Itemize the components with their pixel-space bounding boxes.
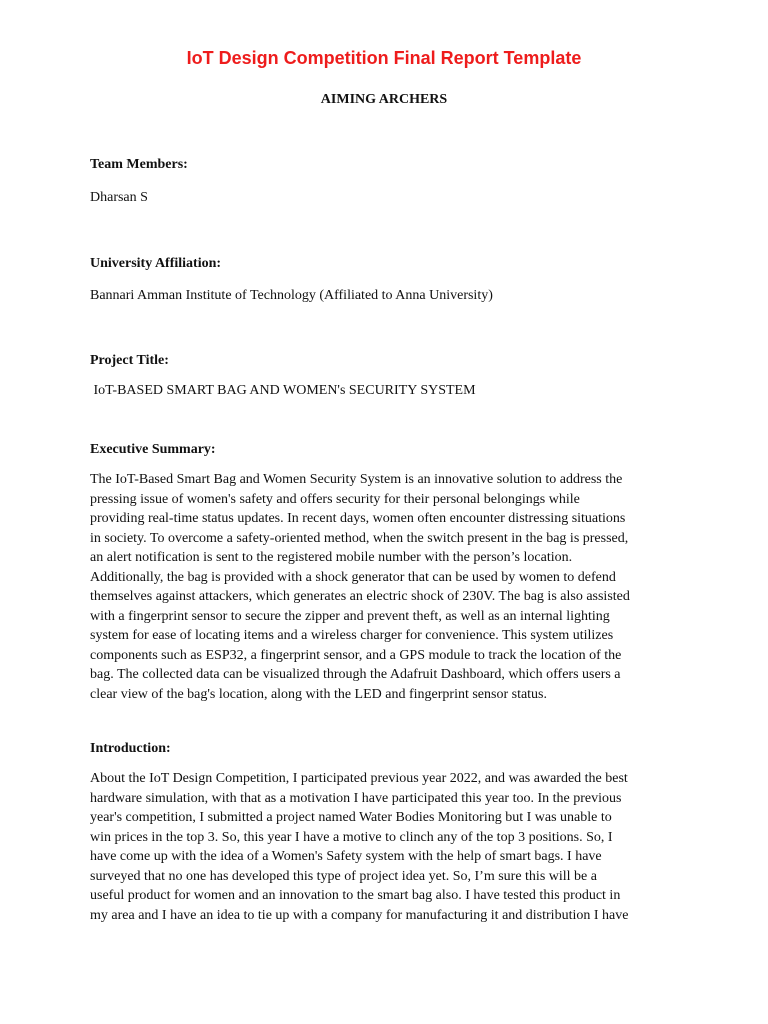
team-members-heading: Team Members: (90, 157, 188, 172)
introduction-line: have come up with the idea of a Women's Safety system with the help of smart bags. I have (90, 849, 602, 864)
team-members-value: Dharsan S (90, 190, 148, 205)
introduction-paragraph (90, 769, 675, 925)
executive-summary-line: with a fingerprint sensor to secure the zipper and prevent theft, as well as an internal lighting (90, 608, 610, 624)
introduction-line: my area and I have an idea to tie up with a company for manufacturing it and distribution I have (90, 907, 629, 923)
executive-summary-line: in society. To overcome a safety-oriented method, when the switch present in the bag is pressed, (90, 530, 629, 546)
executive-summary-line: providing real-time status updates. In recent days, women often encounter distressing situations (90, 511, 626, 526)
team-name: AIMING ARCHERS (320, 92, 448, 107)
report-title: IoT Design Competition Final Report Template (186, 48, 582, 68)
executive-summary-line: themselves against attackers, which generates an electric shock of 230V. The bag is also assisted (90, 589, 630, 604)
executive-summary-heading: Executive Summary: (90, 442, 216, 457)
introduction-line: win prices in the top 3. So, this year I have a motive to clinch any of the top 3 positions. So, I (90, 829, 613, 845)
executive-summary-line: system for ease of locating items and a wireless charger for convenience. This system utilizes (90, 628, 614, 643)
executive-summary-line: clear view of the bag's location, along with the LED and fingerprint sensor status. (90, 686, 548, 702)
university-heading: University Affiliation: (90, 256, 222, 271)
project-title-heading: Project Title: (90, 353, 169, 368)
project-title-value: IoT-BASED SMART BAG AND WOMEN's SECURITY SYSTEM (90, 383, 476, 398)
introduction-line: year's competition, I submitted a project named Water Bodies Monitoring but I was unable to (90, 810, 612, 825)
introduction-line: useful product for women and an innovation to the smart bag also. I have tested this product in (90, 888, 621, 903)
introduction-line: About the IoT Design Competition, I participated previous year 2022, and was awarded the best (90, 771, 628, 786)
executive-summary-paragraph (90, 470, 675, 704)
executive-summary-line: Additionally, the bag is provided with a shock generator that can be used by women to defend (90, 569, 616, 585)
executive-summary-line: pressing issue of women's safety and offers security for their personal belongings while (90, 491, 580, 507)
executive-summary-line: components such as ESP32, a fingerprint sensor, and a GPS module to track the location of the (90, 647, 622, 663)
executive-summary-line: The IoT-Based Smart Bag and Women Security System is an innovative solution to address the (90, 472, 623, 487)
introduction-line: hardware simulation, with that as a motivation I have participated this year too. In the previous (90, 790, 622, 806)
executive-summary-line: bag. The collected data can be visualized through the Adafruit Dashboard, which offers users a (90, 667, 621, 682)
university-value: Bannari Amman Institute of Technology (Affiliated to Anna University) (90, 288, 493, 303)
introduction-line: surveyed that no one has developed this type of project idea yet. So, I’m sure this will be a (90, 868, 597, 884)
introduction-heading: Introduction: (90, 741, 171, 756)
executive-summary-line: an alert notification is sent to the registered mobile number with the person’s location. (90, 550, 573, 565)
